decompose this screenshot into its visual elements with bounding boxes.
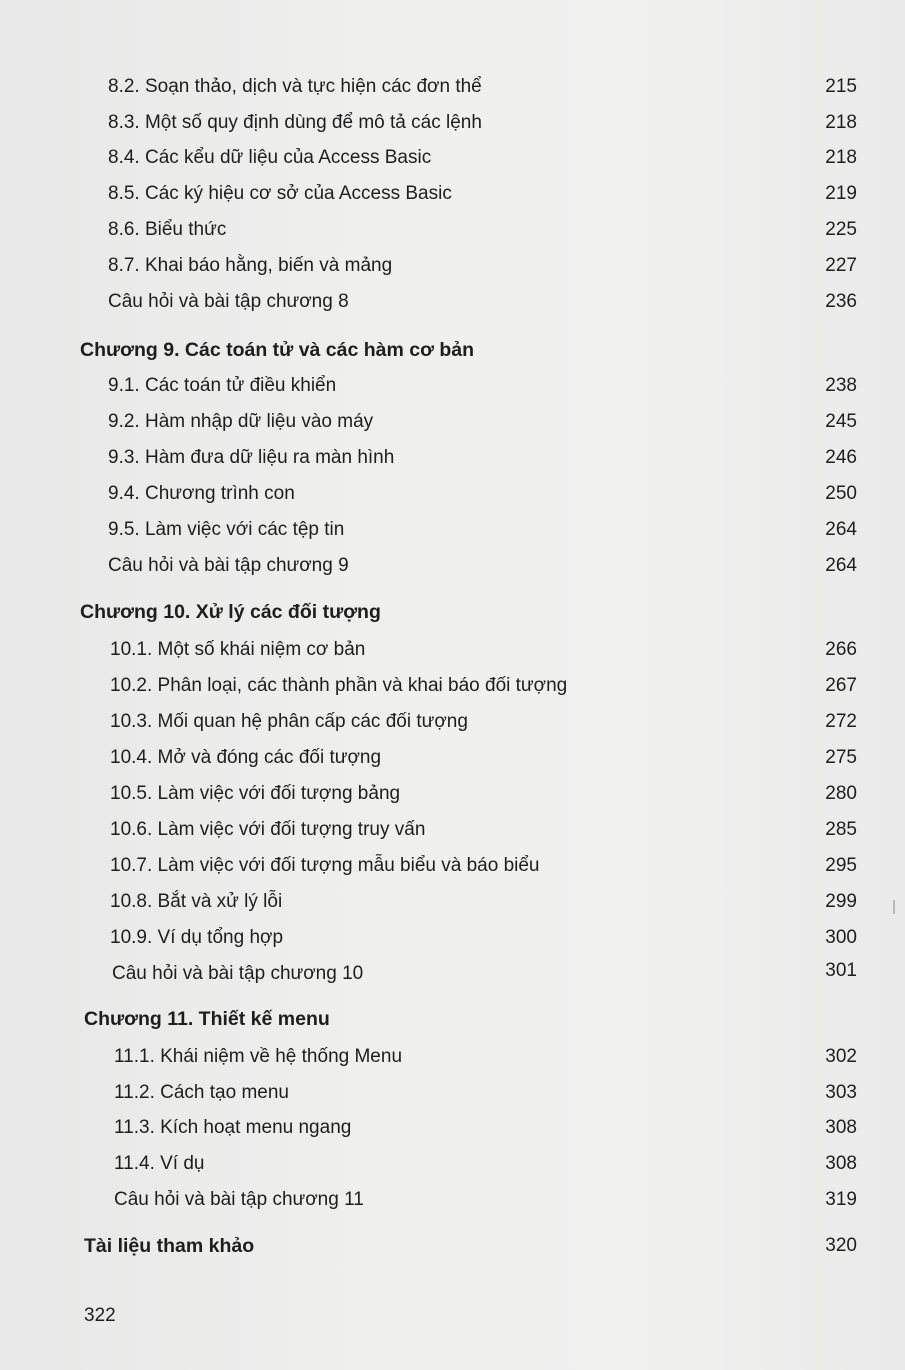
toc-entry-page: 215	[825, 76, 857, 97]
toc-entry-title: Câu hỏi và bài tập chương 9	[108, 555, 349, 576]
toc-entry-page: 267	[825, 675, 857, 696]
toc-chapter-heading	[0, 597, 905, 627]
toc-entry	[0, 1113, 905, 1143]
toc-entry	[0, 635, 905, 665]
toc-entry-title: 10.3. Mối quan hệ phân cấp các đối tượng	[110, 711, 468, 732]
toc-entry-page: 280	[825, 783, 857, 804]
toc-entry	[0, 1042, 905, 1072]
toc-entry-page: 218	[825, 112, 857, 133]
toc-entry	[0, 851, 905, 881]
toc-entry-page: 300	[825, 927, 857, 948]
toc-entry-page: 227	[825, 255, 857, 276]
toc-entry-page: 250	[825, 483, 857, 504]
toc-entry-title: 9.2. Hàm nhập dữ liệu vào máy	[108, 411, 374, 432]
toc-chapter-heading	[0, 335, 905, 365]
toc-entry-title: 11.4. Ví dụ	[114, 1153, 205, 1174]
toc-entry	[0, 143, 905, 173]
toc-entry-page: 266	[825, 639, 857, 660]
toc-entry-title: 10.4. Mở và đóng các đối tượng	[110, 747, 382, 768]
toc-entry-page: 302	[825, 1046, 857, 1067]
toc-entry	[0, 108, 905, 138]
toc-entry-title: 9.1. Các toán tử điều khiển	[108, 375, 337, 396]
toc-entry-page: 236	[825, 291, 857, 312]
toc-entry-page: 225	[825, 219, 857, 240]
toc-entry	[0, 251, 905, 281]
toc-entry-title: 10.5. Làm việc với đối tượng bảng	[110, 783, 401, 804]
toc-entry-title: 8.4. Các kểu dữ liệu của Access Basic	[108, 147, 432, 168]
toc-entry	[0, 1149, 905, 1179]
toc-entry-title: 11.3. Kích hoạt menu ngang	[114, 1117, 352, 1138]
toc-entry-page: 272	[825, 711, 857, 732]
toc-entry-title: Câu hỏi và bài tập chương 8	[108, 291, 349, 312]
toc-entry	[0, 371, 905, 401]
toc-entry-page: 301	[825, 960, 857, 981]
toc-entry-page: 308	[825, 1117, 857, 1138]
toc-entry-page: 264	[825, 519, 857, 540]
toc-entry	[0, 215, 905, 245]
toc-entry-title: Chương 9. Các toán tử và các hàm cơ bản	[80, 339, 475, 361]
toc-entry-page: 238	[825, 375, 857, 396]
toc-entry	[0, 887, 905, 917]
toc-entry	[0, 72, 905, 102]
toc-entry-title: 8.3. Một số quy định dùng để mô tả các lệnh	[108, 112, 482, 133]
toc-entry-title: Chương 11. Thiết kế menu	[84, 1008, 330, 1030]
toc-entry	[0, 779, 905, 809]
toc-entry-title: 8.2. Soạn thảo, dịch và tực hiện các đơn thể	[108, 76, 482, 97]
toc-entry-title: 8.7. Khai báo hằng, biến và mảng	[108, 255, 393, 276]
toc-entry	[0, 1078, 905, 1108]
toc-entry-title: Tài liệu tham khảo	[84, 1235, 255, 1257]
page-number: 322	[84, 1305, 116, 1326]
toc-entry	[0, 551, 905, 581]
toc-entry-title: Câu hỏi và bài tập chương 10	[112, 963, 364, 984]
toc-entry	[0, 515, 905, 545]
toc-entry-title: 9.5. Làm việc với các tệp tin	[108, 519, 345, 540]
toc-entry-page: 299	[825, 891, 857, 912]
toc-entry-page: 319	[825, 1189, 857, 1210]
toc-entry	[0, 671, 905, 701]
toc-entry-title: 10.7. Làm việc với đối tượng mẫu biểu và báo biểu	[110, 855, 540, 876]
toc-entry	[0, 707, 905, 737]
toc-entry-title: 9.3. Hàm đưa dữ liệu ra màn hình	[108, 447, 395, 468]
toc-entry-page: 295	[825, 855, 857, 876]
toc-entry	[0, 743, 905, 773]
scan-mark	[893, 900, 895, 914]
toc-entry	[0, 1185, 905, 1215]
toc-entry	[0, 1231, 905, 1261]
toc-entry-page: 245	[825, 411, 857, 432]
toc-entry-title: 10.2. Phân loại, các thành phần và khai báo đối tượng	[110, 675, 568, 696]
toc-entry-page: 285	[825, 819, 857, 840]
toc-chapter-heading	[0, 1004, 905, 1034]
toc-entry	[0, 479, 905, 509]
toc-entry-title: 8.5. Các ký hiệu cơ sở của Access Basic	[108, 183, 452, 204]
toc-entry	[0, 179, 905, 209]
toc-entry-title: 10.1. Một số khái niệm cơ bản	[110, 639, 366, 660]
toc-entry-title: 10.8. Bắt và xử lý lỗi	[110, 891, 283, 912]
toc-entry	[0, 443, 905, 473]
toc-entry	[0, 407, 905, 437]
toc-entry-page: 308	[825, 1153, 857, 1174]
toc-entry-title: 8.6. Biểu thức	[108, 219, 227, 240]
toc-entry-page: 303	[825, 1082, 857, 1103]
toc-entry	[0, 923, 905, 953]
toc-entry-title: 11.1. Khái niệm về hệ thống Menu	[114, 1046, 403, 1067]
toc-entry-page: 218	[825, 147, 857, 168]
toc-entry-page: 275	[825, 747, 857, 768]
toc-entry-title: 9.4. Chương trình con	[108, 483, 295, 504]
toc-entry	[0, 287, 905, 317]
toc-entry	[0, 815, 905, 845]
toc-entry-page: 264	[825, 555, 857, 576]
toc-entry-title: 10.6. Làm việc với đối tượng truy vấn	[110, 819, 426, 840]
toc-entry-title: Chương 10. Xử lý các đối tượng	[80, 601, 381, 623]
toc-entry	[0, 959, 905, 989]
toc-entry-page: 320	[825, 1235, 857, 1256]
toc-entry-title: 11.2. Cách tạo menu	[114, 1082, 289, 1103]
toc-entry-title: 10.9. Ví dụ tổng hợp	[110, 927, 284, 948]
toc-entry-title: Câu hỏi và bài tập chương 11	[114, 1189, 364, 1210]
toc-entry-page: 246	[825, 447, 857, 468]
toc-entry-page: 219	[825, 183, 857, 204]
